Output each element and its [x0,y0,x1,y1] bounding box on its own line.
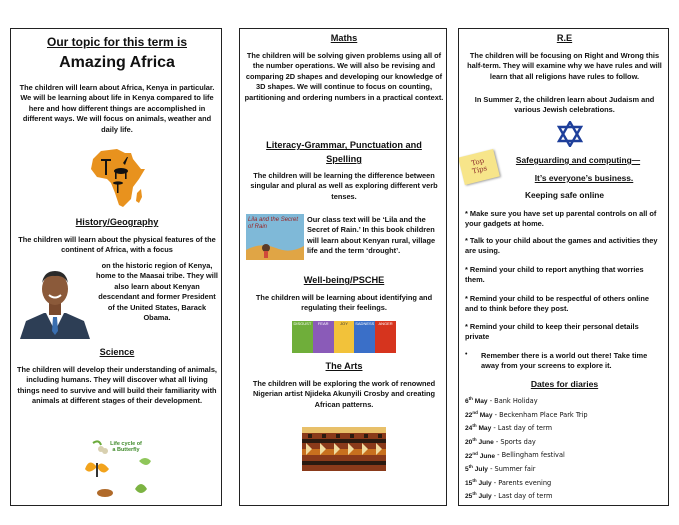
page-title: Amazing Africa [59,54,175,71]
topic-heading: Our topic for this term is [46,35,187,49]
maths-heading: Maths [330,33,358,43]
date-item: 20th June - Sports day [465,436,536,446]
bullet-text: Remember there is a world out there! Take time away from your screens to explore it. [481,351,648,371]
butterfly-icon [79,439,159,503]
literacy-text: The children will be learning the difference between singular and plural as well as exploring different verb tenses. [250,171,438,201]
date-item: 5th July - Summer fair [465,464,536,474]
top-tips-label: Top Tips [470,156,488,176]
book-cover [246,214,304,260]
science-heading: Science [99,347,135,357]
rain-illustration [246,234,304,260]
wellbeing-text: The children will be learning about identifying and regulating their feelings. [255,293,433,313]
tip-item: * Remind your child to be respectful of others online and to think before they post. [465,294,649,314]
tip-item: * Remind your child to keep their personal details private [465,322,639,342]
arts-text: The children will be exploring the work of renowned Nigerian artist Njideka Akunyili Crosby and creating African patterns. [252,379,436,409]
history-text-1: The children will learn about the physical features of the continent of Africa, with a focus [18,235,216,255]
obama-portrait [16,261,94,339]
date-item: 25th July - Last day of term [465,491,553,501]
africa-map-icon [87,147,147,211]
re-text-2: In Summer 2, the children learn about Judaism and various Jewish celebrations. [474,95,655,115]
emotion-fear: FEAR [313,321,334,353]
tip-item: * Make sure you have set up parental controls on all of your gadgets at home. [465,209,657,229]
emotion-disgust: DISGUST [292,321,313,353]
science-text: The children will develop their understanding of animals, including humans. They will discover what all living things need to survive and will build their familiarity with animals at different stages of their development. [17,365,217,406]
history-text-2: on the historic region of Kenya, home to the Maasai tribe. They will also learn about Kenyan descendant and former President of the United States, Barack Obama. [96,261,218,323]
butterfly-lifecycle [79,439,159,503]
bullet-dot: • [465,351,468,358]
panel-re-safeguarding [458,28,669,506]
literacy-heading-2: Spelling [326,154,362,164]
literacy-heading-1: Literacy-Grammar, Punctuation and [266,140,422,150]
tip-item: * Remind your child to report anything that worries them. [465,265,644,285]
emotions-image [292,321,396,353]
wellbeing-heading: Well-being/PSCHE [303,275,385,285]
lifecycle-label: Life cycle of a Butterfly [110,441,142,453]
re-text-1: The children will be focusing on Right and Wrong this half-term. They will examine why we have rules and will learn that all religions have rules to follow. [467,51,662,81]
emotion-sadness: SADNESS [354,321,375,353]
date-item: 22nd May - Beckenham Place Park Trip [465,409,588,419]
emotion-anger: ANGER [375,321,396,353]
date-item: 6th May - Bank Holiday [465,396,538,406]
dates-heading: Dates for diaries [530,379,599,389]
history-heading: History/Geography [75,217,159,227]
book-cover-title: Lila and the Secret of Rain [248,217,299,230]
date-item: 22nd June - Bellingham festival [465,450,565,460]
keeping-safe-heading: Keeping safe online [524,190,605,200]
emotion-joy: JOY [334,321,355,353]
panel-subjects [239,28,447,506]
arts-heading: The Arts [325,361,363,371]
business-heading: It’s everyone’s business. [534,173,634,183]
panel-topic [10,28,222,506]
african-pattern-image [302,427,386,471]
tip-item: * Talk to your child about the games and activities they are using. [465,236,658,256]
date-item: 24th May - Last day of term [465,423,553,433]
re-heading: R.E [556,33,573,43]
star-of-david-icon [557,121,583,147]
date-item: 15th July - Parents evening [465,477,552,487]
book-text: Our class text will be ‘Lila and the Secret of Rain.’ In this book children will learn about Kenyan rural, village life and the term ‘drought’. [307,215,436,256]
safeguarding-heading: Safeguarding and computing— [515,155,641,165]
intro-text: The children will learn about Africa, Kenya in particular. We will be learning about life in Kenya compared to life here and how different things are accomplished in different ways. We will focus on animals, weather and daily life. [19,83,215,134]
maths-text: The children will be solving given problems using all of the number operations. We will also be revising and comparing 2D shapes and developing our knowledge of 3D shapes. We will continue to focus on counting, partitioning and ordering numbers in a practical context. [244,51,444,102]
